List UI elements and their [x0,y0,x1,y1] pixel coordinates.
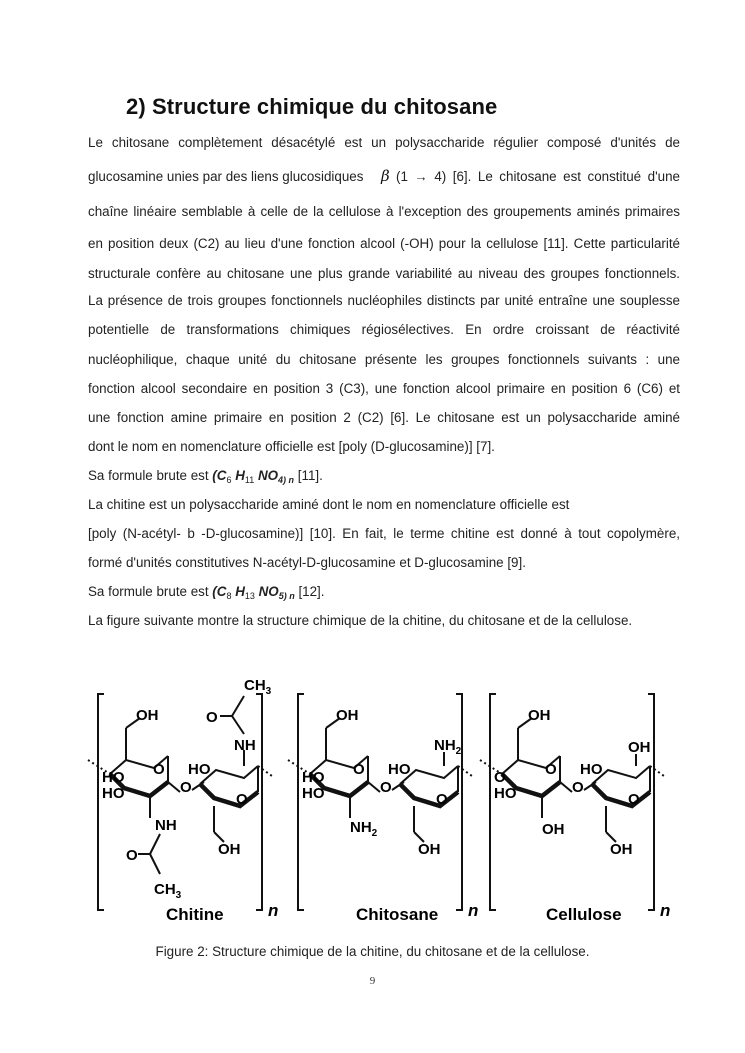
ho-label: HO [388,761,411,778]
paragraph-line: une fonction amine primaire en position 2 (C2) [6]. Le chitosane est un polysaccharide aminé [88,410,680,425]
nh-label: NH [234,737,256,754]
paragraph-line: La chitine est un polysaccharide aminé dont le nom en nomenclature officielle est [88,497,570,512]
carbonyl-oxygen: O [126,847,138,864]
subscript-n: n [468,901,479,920]
oh-label: OH [528,707,551,724]
oh-label: OH [136,707,159,724]
ring-oxygen: O [353,761,365,778]
chitine-name: Chitine [166,905,224,924]
carbonyl-oxygen: O [206,709,218,726]
ho-label: O [494,769,506,786]
paragraph-line [88,169,363,185]
ho-label: HO [302,785,325,802]
paragraph-line: (1 → 4) [6]. Le chitosane est constitué d'une [396,169,680,184]
ho-label: HO [580,761,603,778]
ring-oxygen: O [153,761,165,778]
ho-label: HO [102,785,125,802]
oh-label: OH [418,841,441,858]
chitine-structure [88,677,278,924]
paragraph-line: nucléophilique, chaque unité du chitosane présente les groupes fonctionnels suivants : une [88,352,680,367]
ch3-label: $CH_3$ [154,881,182,901]
ho-label: HO [102,769,125,786]
paragraph-line: chaîne linéaire semblable à celle de la cellulose à l'exception des groupements aminés primaires [88,204,680,219]
paragraph-line: en position deux (C2) au lieu d'une fonction alcool (-OH) pour la cellulose [11]. Cette particularité [88,236,680,251]
paragraph-line: [poly (N-acétyl- b -D-glucosamine)] [10]. En fait, le terme chitine est donné à tout copolymère, [88,526,680,541]
beta-symbol: β [381,167,390,185]
figure-intro: La figure suivante montre la structure chimique de la chitine, du chitosane et de la cellulose. [88,613,633,628]
formula-chitine: Sa formule brute est ($C_8$ $H_{13}$ $NO_{5) n}$ [12]. [88,584,325,601]
subscript-n: n [660,901,671,920]
chitosane-structure [288,694,478,924]
formula-chitosane: Sa formule brute est ($C_6$ $H_{11}$ $NO_{4) n}$ [11]. [88,468,323,485]
paragraph-text: glucosamine unies par des liens glucosidiques [88,169,364,184]
nh-label: NH [155,817,177,834]
ring-oxygen: O [436,791,448,808]
nh2-label: $NH_2$ [434,737,462,757]
ho-label: HO [302,769,325,786]
oh-label: OH [218,841,241,858]
paragraph-line: Le chitosane complètement désacétylé est un polysaccharide régulier composé d'unités de [88,135,680,150]
ch3-label: $CH_3$ [244,677,272,697]
paragraph-line: La présence de trois groupes fonctionnels nucléophiles distincts par unité entraîne une souplesse [88,293,680,308]
glycosidic-oxygen: O [380,779,392,796]
cellulose-name: Cellulose [546,905,622,924]
oh-label: OH [628,739,651,756]
paragraph-line: fonction alcool secondaire en position 3 (C3), une fonction alcool primaire en position 6 (C6) et [88,381,680,396]
page-number: 9 [369,975,376,987]
paragraph-line: potentielle de transformations chimiques régiosélectives. En ordre croissant de réactivité [88,322,680,337]
paragraph-line: structurale confère au chitosane une plus grande variabilité au niveau des groupes fonctionnels. [88,266,680,281]
chemical-structure-figure [0,668,745,928]
glycosidic-oxygen: O [180,779,192,796]
chitosane-name: Chitosane [356,905,439,924]
ring-oxygen: O [545,761,557,778]
paragraph-line: dont le nom en nomenclature officielle est [poly (D-glucosamine)] [7]. [88,439,495,454]
ring-oxygen: O [236,791,248,808]
ho-label: HO [494,785,517,802]
glycosidic-oxygen: O [572,779,584,796]
ho-label: HO [188,761,211,778]
paragraph-line: formé d'unités constitutives N-acétyl-D-glucosamine et D-glucosamine [9]. [88,555,526,570]
oh-label: OH [610,841,633,858]
ring-oxygen: O [628,791,640,808]
oh-label: OH [336,707,359,724]
subscript-n: n [268,901,279,920]
oh-label: OH [542,821,565,838]
nh2-label: $NH_2$ [350,819,378,839]
section-title: 2) Structure chimique du chitosane [126,94,498,119]
figure-caption: Figure 2: Structure chimique de la chitine, du chitosane et de la cellulose. [155,944,590,959]
cellulose-structure [480,694,670,924]
